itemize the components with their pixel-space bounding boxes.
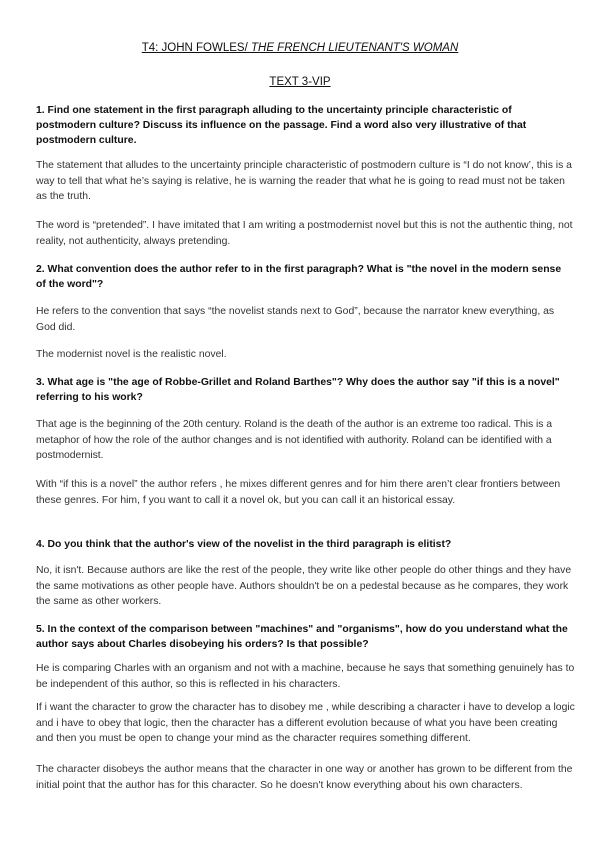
document-subtitle: TEXT 3-VIP [269,76,331,88]
answer-5-1: He is comparing Charles with an organism and not with a machine, because he says that something genuinely has to be independent of this author, so this is reflected in his characters. [36,663,575,690]
question-2: 2. What convention does the author refer to in the first paragraph? What is "the novel in the modern sense of the word"? [36,264,562,290]
question-5: 5. In the context of the comparison between "machines" and "organisms", how do you understand what the author says about Charles disobeying his orders? Is that possible? [36,624,568,650]
title-author: T4: JOHN FOWLES/ [141,42,251,54]
answer-1-2: The word is “pretended”. I have imitated that I am writing a postmodernist novel but this is not the authentic thing, not reality, not authenticity, always pretending. [36,220,573,247]
answer-5-2: If i want the character to grow the character has to disobey me , while describing a character i have to develop a logic and i have to obey that logic, then the character has a different evolution because of what you have been creating and then you must be open to change your mind as the character requires something different. [36,702,575,744]
question-1: 1. Find one statement in the first paragraph alluding to the uncertainty principle characteristic of postmodern culture? Discuss its influence on the passage. Find a word also very illustrative of that postmodern culture. [36,105,527,146]
question-3: 3. What age is "the age of Robbe-Grillet and Roland Barthes"? Why does the author say "if this is a novel" referring to his work? [36,377,560,403]
answer-3-1: That age is the beginning of the 20th century. Roland is the death of the author is an extreme too radical. This is a metaphor of how the role of the author changes and is not identified with authority. Roland can be identified with a postmodernist. [36,419,552,461]
answer-2-2: The modernist novel is the realistic novel. [36,349,227,360]
document-title [0,42,600,54]
answer-3-2: With “if this is a novel” the author refers , he mixes different genres and for him there aren’t clear frontiers between these genres. For him, f you want to call it a novel ok, but you can call it an historical essay. [36,479,561,506]
answer-2-1: He refers to the convention that says “the novelist stands next to God”, because the narrator knew everything, as God did. [36,306,555,333]
answer-5-3: The character disobeys the author means that the character in one way or another has grown to be different from the initial point that the author has for this character. So he doesn't know everything about his own characters. [36,764,573,791]
title-work: THE FRENCH LIEUTENANT'S WOMAN [250,42,459,54]
question-4: 4. Do you think that the author's view of the novelist in the third paragraph is elitist? [36,539,452,550]
answer-4-1: No, it isn't. Because authors are like the rest of the people, they write like other people do other things and they have the same motivations as other people have. Authors shouldn't be on a pedestal because as he compares, they work the same as other workers. [36,565,572,607]
answer-1-1: The statement that alludes to the uncertainty principle characteristic of postmodern culture is “I do not know’, this is a way to tell that what he’s saying is relative, he is warning the reader that what he is going to read must not be taken as the truth. [36,160,572,202]
